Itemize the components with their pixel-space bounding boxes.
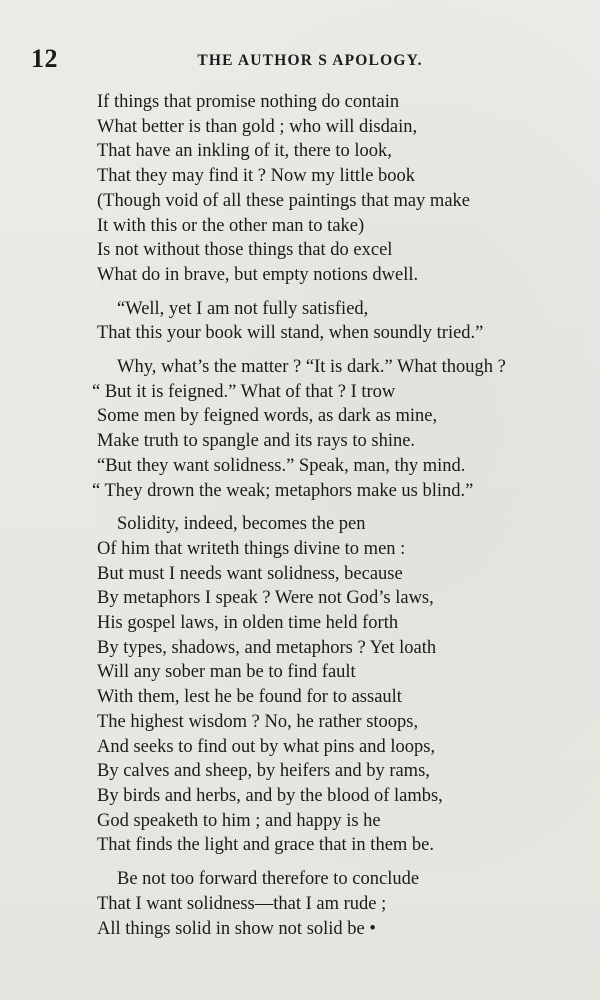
verse-line: Some men by feigned words, as dark as mine, (97, 406, 438, 427)
verse-line: With them, lest he be found for to assault (97, 687, 402, 708)
verse-line: Solidity, indeed, becomes the pen (117, 514, 366, 535)
stanza-1 (97, 90, 592, 288)
verse-line: Is not without those things that do excel (97, 240, 393, 261)
poem-text (92, 90, 592, 941)
verse-line: “But they want solidness.” Speak, man, thy mind. (97, 455, 466, 476)
verse-line: Will any sober man be to find fault (97, 662, 356, 683)
verse-line: (Though void of all these paintings that may make (97, 190, 470, 211)
verse-line: That this your book will stand, when soundly tried.” (97, 323, 484, 344)
page-number: 12 (31, 44, 58, 73)
verse-line: The highest wisdom ? No, he rather stoops, (97, 711, 419, 732)
verse-line: That have an inkling of it, there to look, (97, 141, 392, 162)
verse-line: “Well, yet I am not fully satisfied, (117, 298, 369, 319)
verse-line: But must I needs want solidness, because (97, 563, 403, 584)
verse-line: That they may find it ? Now my little book (97, 166, 416, 187)
verse-line: Make truth to spangle and its rays to shine. (97, 431, 416, 452)
page-header (0, 44, 600, 78)
verse-line: That I want solidness—that I am rude ; (97, 893, 387, 914)
verse-line: His gospel laws, in olden time held forth (97, 613, 399, 634)
verse-line: If things that promise nothing do contain (97, 92, 400, 112)
verse-line: What do in brave, but empty notions dwell. (97, 264, 419, 285)
verse-line: That finds the light and grace that in them be. (97, 835, 435, 856)
stanza-2 (97, 297, 592, 346)
verse-line: “ But it is feigned.” What of that ? I trow (92, 381, 396, 402)
verse-line: God speaketh to him ; and happy is he (97, 810, 381, 831)
verse-line: Be not too forward therefore to conclude (117, 869, 420, 890)
running-head: THE AUTHOR S APOLOGY. (197, 52, 423, 69)
verse-line: What better is than gold ; who will disdain, (97, 116, 418, 137)
stanza-4 (97, 512, 592, 858)
stanza-3 (92, 355, 592, 503)
verse-line: All things solid in show not solid be • (97, 918, 376, 939)
verse-line: It with this or the other man to take) (97, 215, 365, 236)
verse-line: By birds and herbs, and by the blood of lambs, (97, 785, 443, 806)
verse-line: Of him that writeth things divine to men : (97, 538, 406, 559)
verse-line: And seeks to find out by what pins and loops, (97, 736, 436, 757)
verse-line: “ They drown the weak; metaphors make us blind.” (92, 480, 474, 501)
verse-line: By calves and sheep, by heifers and by rams, (97, 761, 430, 782)
verse-line: By metaphors I speak ? Were not God’s laws, (97, 588, 434, 609)
verse-line: Why, what’s the matter ? “It is dark.” What though ? (117, 357, 506, 378)
verse-line: By types, shadows, and metaphors ? Yet loath (97, 637, 437, 658)
stanza-5 (97, 867, 592, 941)
